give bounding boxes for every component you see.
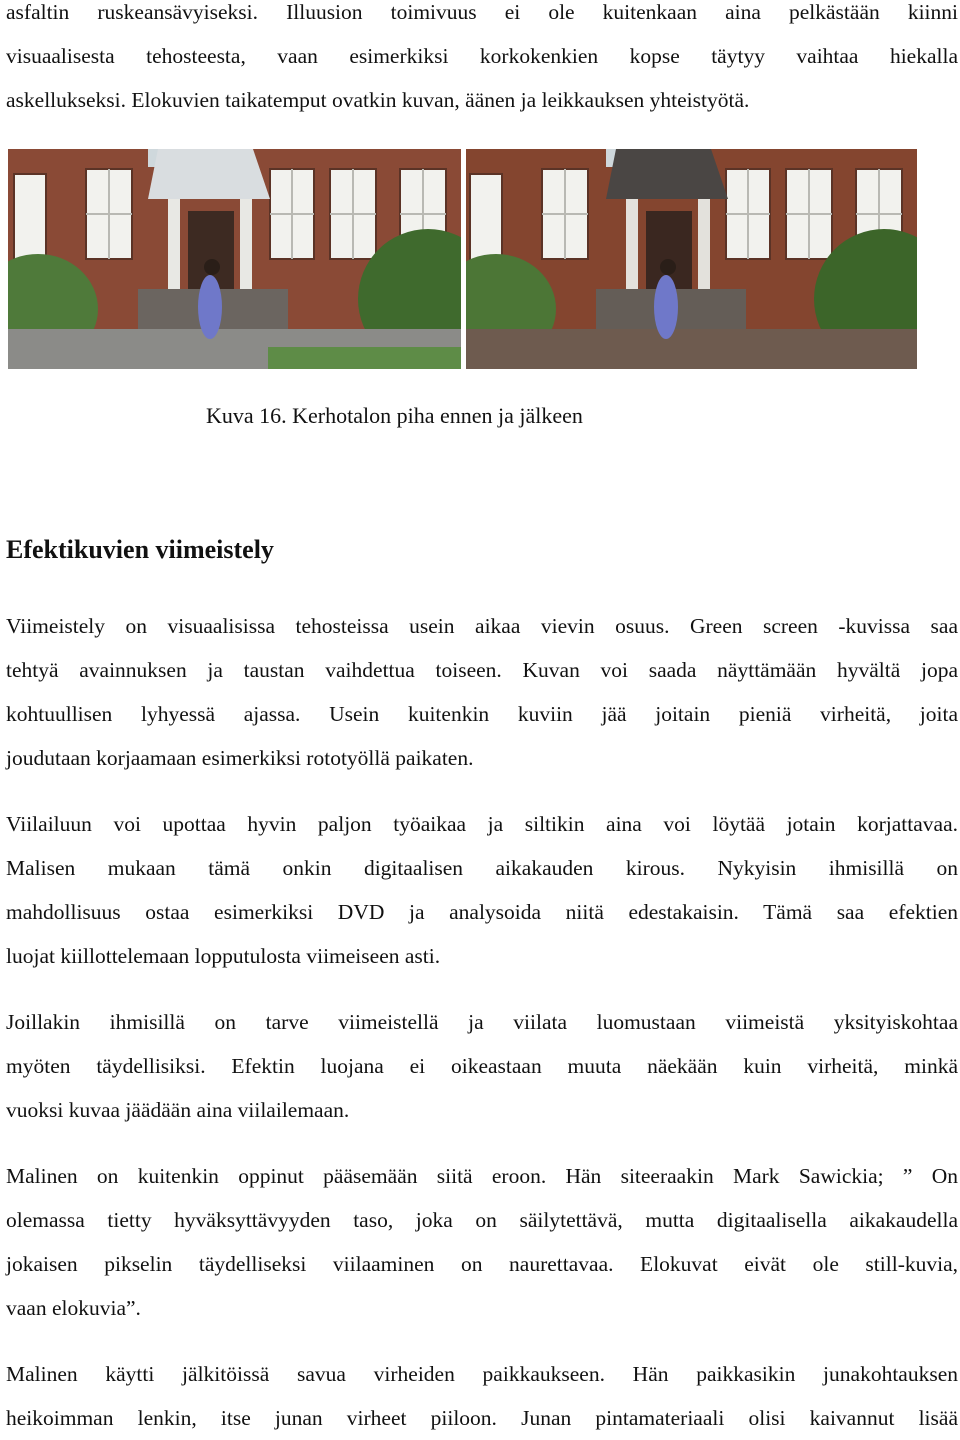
paragraph-1 xyxy=(6,604,958,780)
figure-caption: Kuva 16. Kerhotalon piha ennen ja jälkeen xyxy=(206,403,583,428)
text-line: heikoimman lenkin, itse junan virheet piiloon. Junan pintamateriaali olisi kaivannut lisää xyxy=(6,1406,958,1430)
paragraph-5 xyxy=(6,1352,958,1440)
text-line: joudutaan korjaamaan esimerkiksi rototyöllä paikaten. xyxy=(6,746,474,770)
text-line: luojat kiillottelemaan lopputulosta viimeiseen asti. xyxy=(6,944,441,968)
text-line: askellukseksi. Elokuvien taikatemput ovatkin kuvan, äänen ja leikkauksen yhteistyötä. xyxy=(6,88,750,112)
text-line: myöten täydellisiksi. Efektin luojana ei oikeastaan muuta näekään kuin virheitä, minkä xyxy=(6,1054,958,1078)
paragraph-4 xyxy=(6,1154,958,1330)
text-line: jokaisen pikselin täydelliseksi viilaaminen on naurettavaa. Elokuvat eivät ole still-kuvia, xyxy=(6,1252,958,1276)
photo-after xyxy=(466,149,917,369)
text-line: kohtuullisen lyhyessä ajassa. Usein kuitenkin kuviin jää joitain pieniä virheitä, joita xyxy=(6,702,958,726)
text-line: olemassa tietty hyväksyttävyyden taso, joka on säilytettävä, mutta digitaalisella aikakaudella xyxy=(6,1208,958,1232)
text-line: vaan elokuvia”. xyxy=(6,1296,141,1320)
text-line: Malisen mukaan tämä onkin digitaalisen aikakauden kirous. Nykyisin ihmisillä on xyxy=(6,856,958,880)
intro-paragraph xyxy=(6,0,958,122)
text-line: vuoksi kuvaa jäädään aina viilailemaan. xyxy=(6,1098,350,1122)
text-line: visuaalisesta tehosteesta, vaan esimerkiksi korkokenkien kopse täytyy vaihtaa hiekalla xyxy=(6,44,958,68)
photo-before xyxy=(8,149,461,369)
text-line: Malinen käytti jälkitöissä savua virheiden paikkaukseen. Hän paikkasikin junakohtauksen xyxy=(6,1362,958,1386)
section-heading: Efektikuvien viimeistely xyxy=(6,535,274,564)
paragraph-3 xyxy=(6,1000,958,1132)
text-line: Malinen on kuitenkin oppinut pääsemään siitä eroon. Hän siteeraakin Mark Sawickia; ” On xyxy=(6,1164,958,1188)
text-line: Joillakin ihmisillä on tarve viimeistellä ja viilata luomustaan viimeistä yksityiskohtaa xyxy=(6,1010,958,1034)
text-line: tehtyä avainnuksen ja taustan vaihdettua toiseen. Kuvan voi saada näyttämään hyvältä jopa xyxy=(6,658,958,682)
text-line: Viilailuun voi upottaa hyvin paljon työaikaa ja siltikin aina voi löytää jotain korjattavaa. xyxy=(6,812,958,836)
text-line: mahdollisuus ostaa esimerkiksi DVD ja analysoida niitä edestakaisin. Tämä saa efektien xyxy=(6,900,958,924)
text-line: Viimeistely on visuaalisissa tehosteissa usein aikaa vievin osuus. Green screen -kuvissa saa xyxy=(6,614,958,638)
text-line: asfaltin ruskeansävyiseksi. Illuusion toimivuus ei ole kuitenkaan aina pelkästään kiinni xyxy=(6,0,958,24)
paragraph-2 xyxy=(6,802,958,978)
